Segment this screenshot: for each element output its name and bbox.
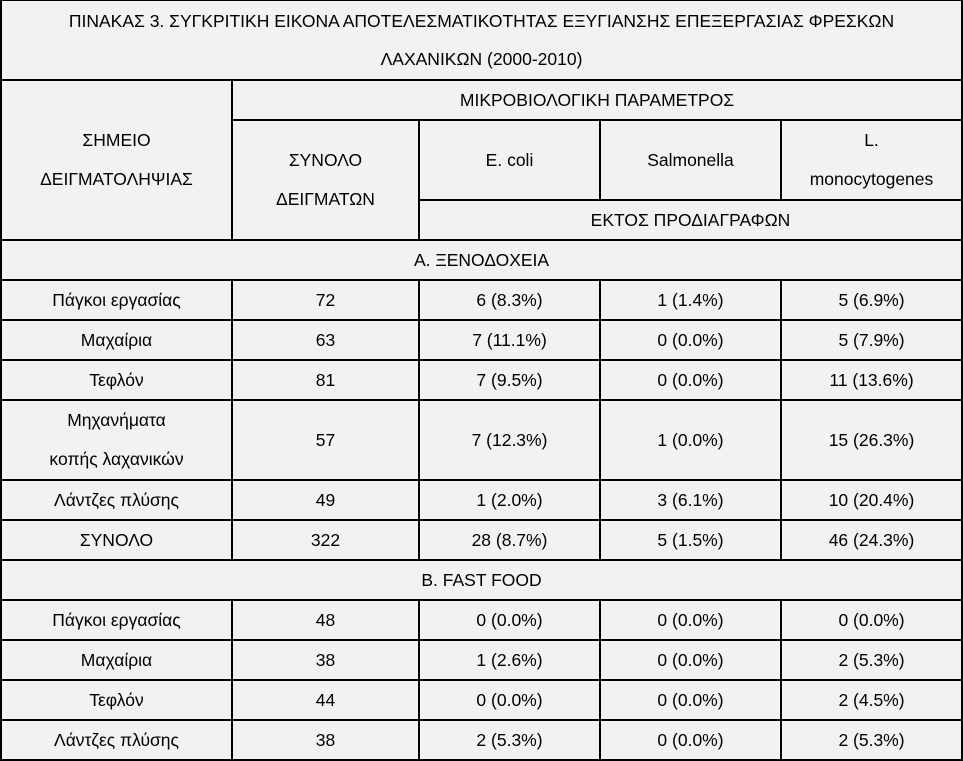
cell-listeria: 5 (6.9%) xyxy=(781,280,962,320)
cell-total: 72 xyxy=(232,280,419,320)
row-label: Πάγκοι εργασίας xyxy=(1,280,232,320)
cell-ecoli: 0 (0.0%) xyxy=(419,600,600,640)
cell-total: 44 xyxy=(232,680,419,720)
cell-listeria: 10 (20.4%) xyxy=(781,480,962,520)
header-row-1 xyxy=(1,80,962,120)
table-row xyxy=(1,320,962,360)
header-total-samples-line-2: ΔΕΙΓΜΑΤΩΝ xyxy=(276,189,375,209)
cell-listeria: 2 (5.3%) xyxy=(781,720,962,760)
header-out-of-spec: ΕΚΤΟΣ ΠΡΟΔΙΑΓΡΑΦΩΝ xyxy=(419,200,962,240)
header-total-samples xyxy=(232,120,419,240)
section-title-fast-food: Β. FAST FOOD xyxy=(1,560,962,600)
cell-total: 63 xyxy=(232,320,419,360)
table-row xyxy=(1,680,962,720)
cell-ecoli: 6 (8.3%) xyxy=(419,280,600,320)
cell-listeria: 15 (26.3%) xyxy=(781,400,962,480)
table-row xyxy=(1,400,962,480)
cell-listeria: 0 (0.0%) xyxy=(781,600,962,640)
cell-total: 48 xyxy=(232,600,419,640)
cell-ecoli: 7 (9.5%) xyxy=(419,360,600,400)
cell-total: 322 xyxy=(232,520,419,560)
table-title xyxy=(1,0,962,80)
row-label: Μαχαίρια xyxy=(1,320,232,360)
cell-salmonella: 0 (0.0%) xyxy=(600,320,781,360)
row-label: ΣΥΝΟΛΟ xyxy=(1,520,232,560)
header-sampling-point-line-1: ΣΗΜΕΙΟ xyxy=(82,130,151,150)
row-label: Λάντζες πλύσης xyxy=(1,480,232,520)
cell-total: 49 xyxy=(232,480,419,520)
cell-salmonella: 0 (0.0%) xyxy=(600,720,781,760)
row-label xyxy=(1,400,232,480)
header-ecoli: E. coli xyxy=(419,120,600,200)
cell-salmonella: 1 (1.4%) xyxy=(600,280,781,320)
cell-total: 81 xyxy=(232,360,419,400)
row-label: Τεφλόν xyxy=(1,360,232,400)
cell-ecoli: 1 (2.0%) xyxy=(419,480,600,520)
table-row xyxy=(1,640,962,680)
table-title-line-1: ΠΙΝΑΚΑΣ 3. ΣΥΓΚΡΙΤΙΚΗ ΕΙΚΟΝΑ ΑΠΟΤΕΛΕΣΜΑΤΙΚΟΤΗΤΑΣ ΕΞΥΓΙΑΝΣΗΣ ΕΠΕΞΕΡΓΑΣΙΑΣ ΦΡΕΣΚΩΝ xyxy=(68,11,895,31)
header-sampling-point-line-2: ΔΕΙΓΜΑΤΟΛΗΨΙΑΣ xyxy=(40,169,193,189)
cell-salmonella: 5 (1.5%) xyxy=(600,520,781,560)
table-row xyxy=(1,480,962,520)
cell-listeria: 11 (13.6%) xyxy=(781,360,962,400)
cell-listeria: 5 (7.9%) xyxy=(781,320,962,360)
cell-salmonella: 0 (0.0%) xyxy=(600,640,781,680)
row-label-line-1: Μηχανήματα xyxy=(67,410,166,430)
header-listeria xyxy=(781,120,962,200)
cell-salmonella: 0 (0.0%) xyxy=(600,600,781,640)
cell-salmonella: 3 (6.1%) xyxy=(600,480,781,520)
section-row xyxy=(1,240,962,280)
section-title-hotels: Α. ΞΕΝΟΔΟΧΕΙΑ xyxy=(1,240,962,280)
table-row xyxy=(1,600,962,640)
cell-ecoli: 7 (12.3%) xyxy=(419,400,600,480)
cell-ecoli: 7 (11.1%) xyxy=(419,320,600,360)
cell-total: 38 xyxy=(232,720,419,760)
section-row xyxy=(1,560,962,600)
header-sampling-point xyxy=(1,80,232,240)
header-total-samples-line-1: ΣΥΝΟΛΟ xyxy=(288,150,363,170)
row-label: Πάγκοι εργασίας xyxy=(1,600,232,640)
cell-ecoli: 0 (0.0%) xyxy=(419,680,600,720)
cell-ecoli: 28 (8.7%) xyxy=(419,520,600,560)
cell-listeria: 2 (4.5%) xyxy=(781,680,962,720)
header-listeria-line-1: L. xyxy=(864,130,879,150)
table-title-line-2: ΛΑΧΑΝΙΚΩΝ (2000-2010) xyxy=(380,49,583,69)
table-row xyxy=(1,720,962,760)
header-micro-parameter: ΜΙΚΡΟΒΙΟΛΟΓΙΚΗ ΠΑΡΑΜΕΤΡΟΣ xyxy=(232,80,962,120)
cell-ecoli: 2 (5.3%) xyxy=(419,720,600,760)
title-row xyxy=(1,0,962,80)
cell-ecoli: 1 (2.6%) xyxy=(419,640,600,680)
table-row-total xyxy=(1,520,962,560)
cell-total: 38 xyxy=(232,640,419,680)
header-salmonella: Salmonella xyxy=(600,120,781,200)
cell-listeria: 46 (24.3%) xyxy=(781,520,962,560)
table-row xyxy=(1,280,962,320)
cell-salmonella: 0 (0.0%) xyxy=(600,360,781,400)
cell-listeria: 2 (5.3%) xyxy=(781,640,962,680)
cell-total: 57 xyxy=(232,400,419,480)
row-label: Λάντζες πλύσης xyxy=(1,720,232,760)
cell-salmonella: 1 (0.0%) xyxy=(600,400,781,480)
header-listeria-line-2: monocytogenes xyxy=(809,169,934,189)
row-label: Τεφλόν xyxy=(1,680,232,720)
cell-salmonella: 0 (0.0%) xyxy=(600,680,781,720)
row-label-line-2: κοπής λαχανικών xyxy=(49,449,184,469)
row-label: Μαχαίρια xyxy=(1,640,232,680)
table-row xyxy=(1,360,962,400)
